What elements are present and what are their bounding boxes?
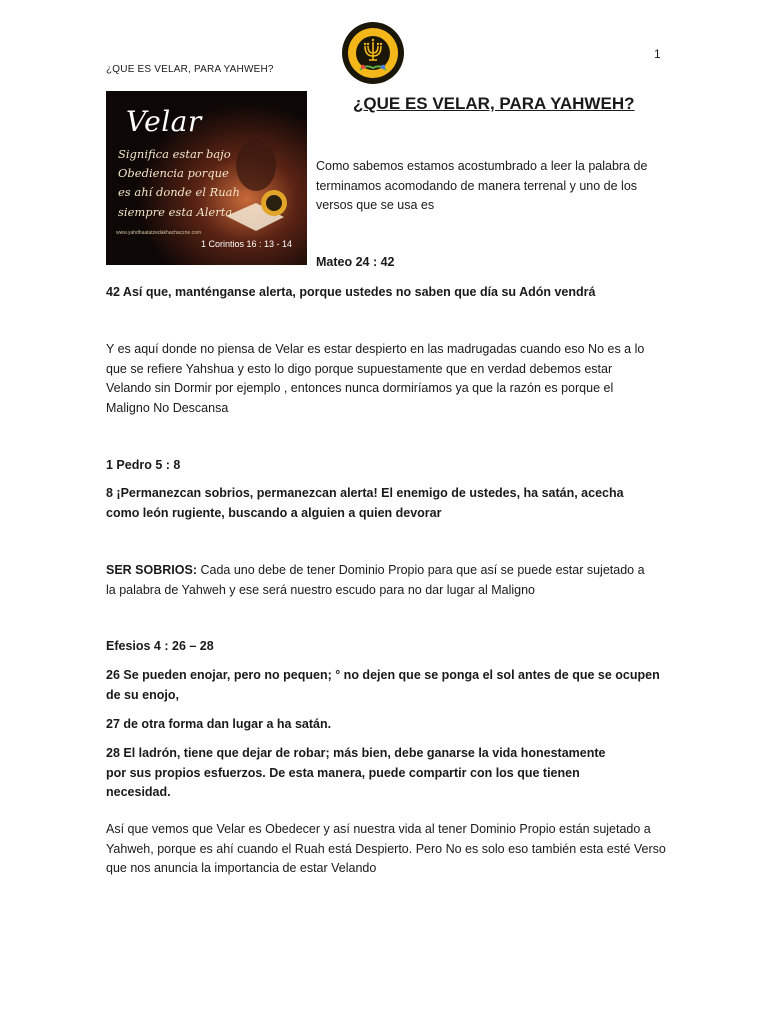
sobrios-label: SER SOBRIOS:: [106, 563, 197, 577]
scripture-reference: Mateo 24 : 42: [316, 255, 395, 269]
scripture-verse: 26 Se pueden enojar, pero no pequen; ° no dejen que se ponga el sol antes de que se ocupen de su enojo,: [106, 668, 660, 702]
promo-line: Significa estar bajo: [118, 147, 231, 161]
sobrios-paragraph: [106, 561, 656, 600]
scripture-verse: 27 de otra forma dan lugar a ha satán.: [106, 717, 332, 731]
scripture-reference: 1 Pedro 5 : 8: [106, 458, 181, 472]
scripture-verse: 42 Así que, manténganse alerta, porque ustedes no saben que día su Adón vendrá: [106, 285, 596, 299]
conclusion-paragraph: Así que vemos que Velar es Obedecer y así nuestra vida al tener Dominio Propio están sujetado a Yahweh, porque es ahí cuando el Ruah está Despierto. Pero No es solo eso también esta esté Verso que nos anuncia la importancia de estar Velando: [106, 822, 666, 875]
promo-line: Obediencia porque: [118, 166, 229, 180]
menorah-emblem-icon: [336, 20, 410, 86]
page-number: 1: [654, 47, 661, 61]
scripture-verse: 28 El ladrón, tiene que dejar de robar; más bien, debe ganarse la vida honestamente por sus propios esfuerzos. De esta manera, puede compartir con los que tienen necesidad.: [106, 746, 606, 799]
sobrios-text: Cada uno debe de tener Dominio Propio para que así se puede estar sujetado a la palabra de Yahweh y ese será nuestro escudo para no dar lugar al Maligno: [106, 563, 645, 597]
intro-paragraph: Como sabemos estamos acostumbrado a leer la palabra de terminamos acomodando de manera terrenal y uno de los versos que se usa es: [316, 159, 648, 212]
document-title: ¿QUE ES VELAR, PARA YAHWEH?: [353, 94, 635, 113]
promo-url: www.yahdhaatatzedakhachaczne.com: [116, 230, 202, 236]
promo-line: siempre esta Alerta: [118, 205, 233, 219]
scripture-reference: Efesios 4 : 26 – 28: [106, 639, 214, 653]
scripture-verse: 8 ¡Permanezcan sobrios, permanezcan alerta! El enemigo de ustedes, ha satán, acecha como león rugiente, buscando a alguien a quien devorar: [106, 486, 624, 520]
promo-line: es ahí donde el Ruah: [118, 185, 240, 199]
promo-reference: 1 Corintios 16 : 13 - 14: [201, 239, 293, 249]
promo-image: [106, 91, 307, 265]
promo-title: Velar: [126, 105, 202, 138]
running-header-title: ¿QUE ES VELAR, PARA YAHWEH?: [106, 64, 274, 75]
body-paragraph: Y es aquí donde no piensa de Velar es estar despierto en las madrugadas cuando eso No es a lo que se refiere Yahshua y esto lo digo porque supuestamente que en verdad debemos estar Velando sin Dormir por ejemplo , entonces nunca dormiríamos ya que la razón es porque el Maligno No Descansa: [106, 342, 645, 415]
